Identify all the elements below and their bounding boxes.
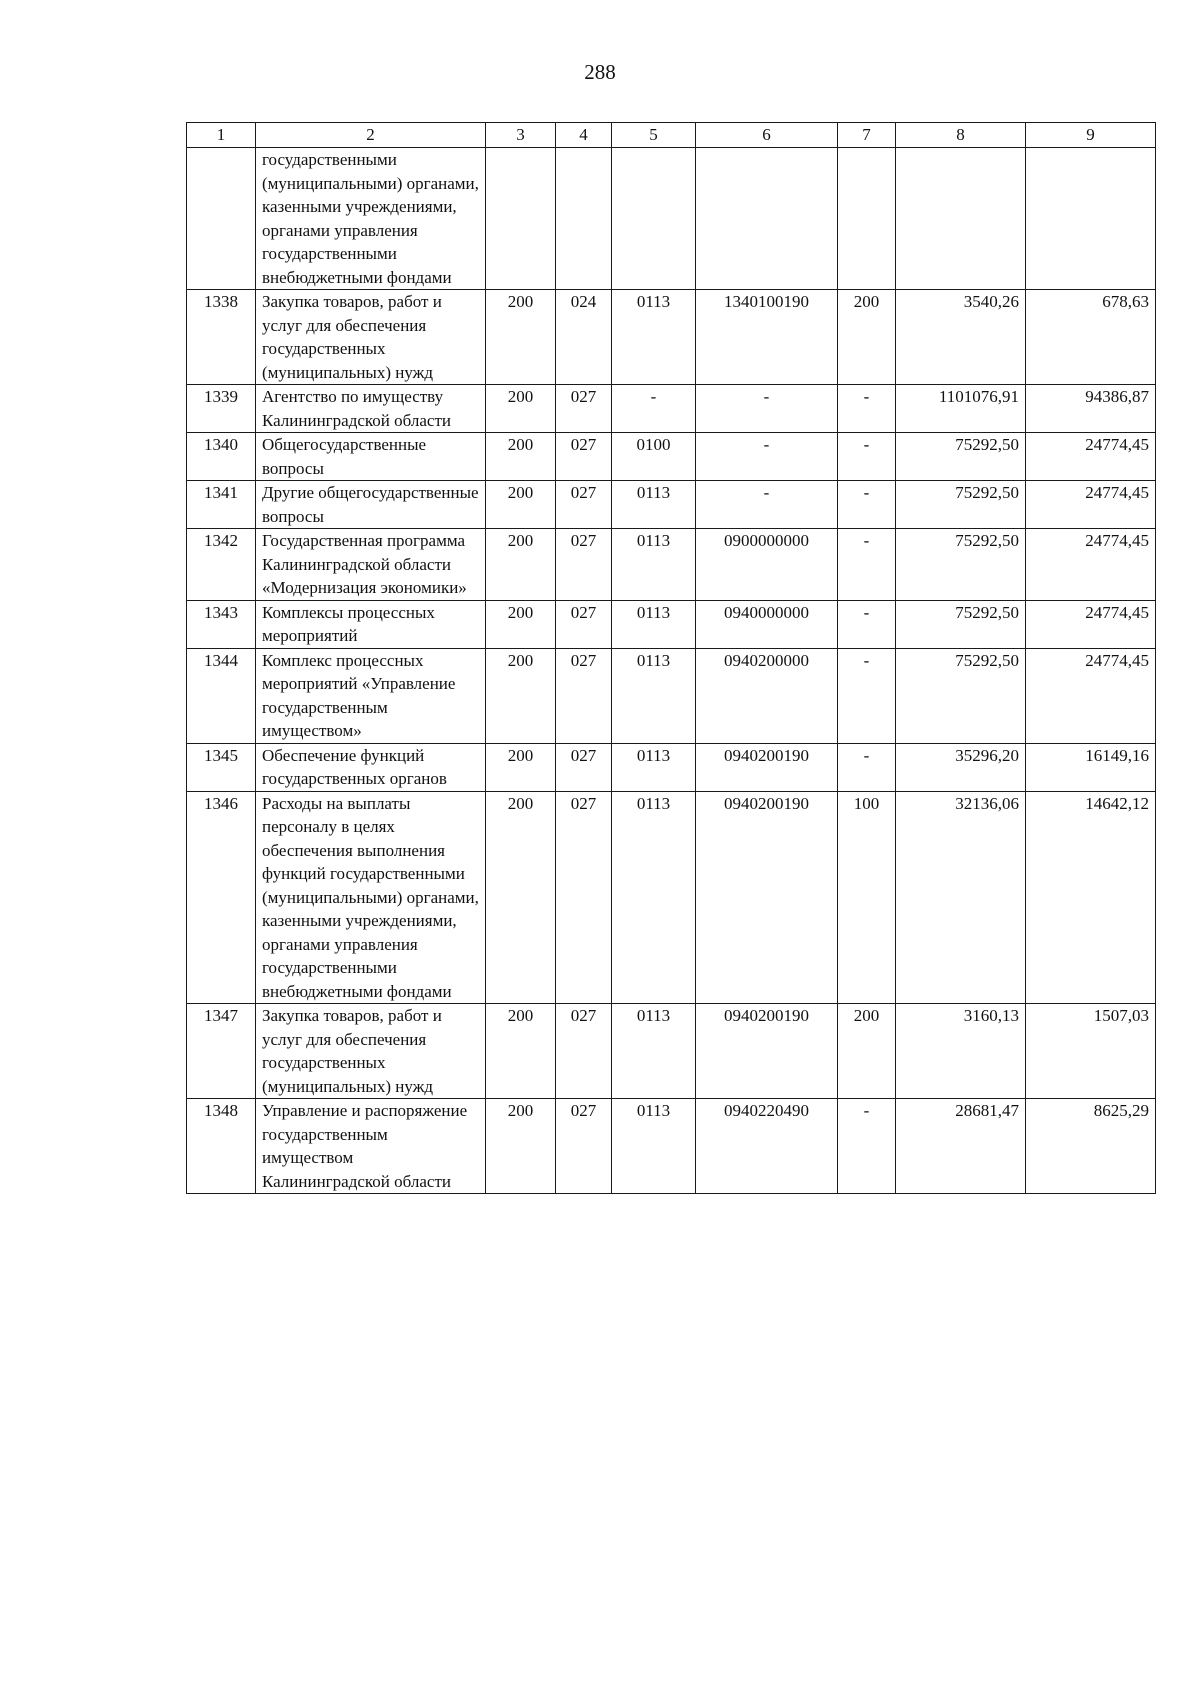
table-row (187, 529, 1156, 601)
cell-col4: 027 (556, 385, 612, 433)
budget-table (186, 122, 1156, 1194)
page-number: 288 (584, 60, 616, 84)
cell-col8: 3160,13 (896, 1004, 1026, 1099)
cell-col9: 24774,45 (1026, 648, 1156, 743)
cell-col5: 0113 (612, 791, 696, 1004)
cell-col5 (612, 148, 696, 290)
row-name: Закупка товаров, работ и услуг для обеспечения государственных (муниципальных) нужд (256, 1004, 486, 1099)
table-row (187, 148, 1156, 290)
cell-col5: - (612, 385, 696, 433)
table-row (187, 1099, 1156, 1194)
cell-col9: 8625,29 (1026, 1099, 1156, 1194)
row-name: Расходы на выплаты персоналу в целях обеспечения выполнения функций государственными (муниципальными) органами, казенными учреждениями, органами управления государственными внебюджетными фондами (256, 791, 486, 1004)
cell-col6: 0900000000 (696, 529, 838, 601)
cell-col5: 0113 (612, 481, 696, 529)
row-number: 1345 (187, 743, 256, 791)
row-name: Обеспечение функций государственных органов (256, 743, 486, 791)
cell-col9: 14642,12 (1026, 791, 1156, 1004)
cell-col7: - (838, 743, 896, 791)
col-header: 5 (612, 123, 696, 148)
table-row (187, 648, 1156, 743)
row-name: государственными (муниципальными) органами, казенными учреждениями, органами управления государственными внебюджетными фондами (256, 148, 486, 290)
cell-col8: 75292,50 (896, 529, 1026, 601)
cell-col4: 027 (556, 648, 612, 743)
cell-col9: 24774,45 (1026, 481, 1156, 529)
cell-col5: 0113 (612, 529, 696, 601)
cell-col7: - (838, 600, 896, 648)
cell-col5: 0113 (612, 1099, 696, 1194)
cell-col3: 200 (486, 743, 556, 791)
cell-col4: 027 (556, 1099, 612, 1194)
cell-col5: 0113 (612, 290, 696, 385)
cell-col7 (838, 148, 896, 290)
cell-col5: 0113 (612, 600, 696, 648)
cell-col7: - (838, 385, 896, 433)
cell-col6: 0940200190 (696, 791, 838, 1004)
row-number: 1340 (187, 433, 256, 481)
cell-col5: 0100 (612, 433, 696, 481)
cell-col3 (486, 148, 556, 290)
cell-col9: 16149,16 (1026, 743, 1156, 791)
table-row (187, 433, 1156, 481)
cell-col4: 027 (556, 1004, 612, 1099)
cell-col9 (1026, 148, 1156, 290)
cell-col9: 94386,87 (1026, 385, 1156, 433)
cell-col4: 027 (556, 600, 612, 648)
cell-col6: 0940200000 (696, 648, 838, 743)
row-number: 1339 (187, 385, 256, 433)
cell-col4: 027 (556, 743, 612, 791)
col-header: 6 (696, 123, 838, 148)
cell-col8: 75292,50 (896, 600, 1026, 648)
cell-col7: - (838, 481, 896, 529)
cell-col7: 100 (838, 791, 896, 1004)
row-number: 1341 (187, 481, 256, 529)
cell-col6: - (696, 481, 838, 529)
cell-col9: 24774,45 (1026, 433, 1156, 481)
cell-col6: 0940220490 (696, 1099, 838, 1194)
row-number: 1342 (187, 529, 256, 601)
cell-col5: 0113 (612, 743, 696, 791)
cell-col8: 28681,47 (896, 1099, 1026, 1194)
cell-col3: 200 (486, 1099, 556, 1194)
row-name: Общегосударственные вопросы (256, 433, 486, 481)
cell-col5: 0113 (612, 648, 696, 743)
cell-col7: - (838, 1099, 896, 1194)
cell-col7: - (838, 529, 896, 601)
row-number: 1338 (187, 290, 256, 385)
row-name: Агентство по имуществу Калининградской области (256, 385, 486, 433)
cell-col8: 3540,26 (896, 290, 1026, 385)
cell-col6: 0940200190 (696, 743, 838, 791)
cell-col8 (896, 148, 1026, 290)
cell-col4 (556, 148, 612, 290)
cell-col3: 200 (486, 481, 556, 529)
row-number (187, 148, 256, 290)
cell-col4: 027 (556, 529, 612, 601)
cell-col9: 1507,03 (1026, 1004, 1156, 1099)
row-name: Другие общегосударственные вопросы (256, 481, 486, 529)
cell-col5: 0113 (612, 1004, 696, 1099)
row-number: 1347 (187, 1004, 256, 1099)
row-name: Комплекс процессных мероприятий «Управление государственным имуществом» (256, 648, 486, 743)
cell-col4: 027 (556, 481, 612, 529)
col-header: 4 (556, 123, 612, 148)
col-header: 9 (1026, 123, 1156, 148)
cell-col3: 200 (486, 385, 556, 433)
cell-col6: 1340100190 (696, 290, 838, 385)
cell-col6 (696, 148, 838, 290)
row-number: 1348 (187, 1099, 256, 1194)
cell-col3: 200 (486, 433, 556, 481)
row-number: 1346 (187, 791, 256, 1004)
cell-col6: 0940000000 (696, 600, 838, 648)
col-header: 1 (187, 123, 256, 148)
col-header: 7 (838, 123, 896, 148)
row-number: 1343 (187, 600, 256, 648)
cell-col8: 75292,50 (896, 648, 1026, 743)
cell-col9: 24774,45 (1026, 600, 1156, 648)
cell-col7: 200 (838, 1004, 896, 1099)
cell-col7: - (838, 433, 896, 481)
table-row (187, 600, 1156, 648)
row-name: Закупка товаров, работ и услуг для обеспечения государственных (муниципальных) нужд (256, 290, 486, 385)
table-row (187, 1004, 1156, 1099)
cell-col7: 200 (838, 290, 896, 385)
cell-col9: 678,63 (1026, 290, 1156, 385)
table-row (187, 791, 1156, 1004)
cell-col3: 200 (486, 600, 556, 648)
header-row (187, 123, 1156, 148)
row-name: Государственная программа Калининградской области «Модернизация экономики» (256, 529, 486, 601)
row-name: Управление и распоряжение государственным имуществом Калининградской области (256, 1099, 486, 1194)
cell-col6: - (696, 433, 838, 481)
cell-col3: 200 (486, 791, 556, 1004)
cell-col6: 0940200190 (696, 1004, 838, 1099)
col-header: 3 (486, 123, 556, 148)
row-number: 1344 (187, 648, 256, 743)
row-name: Комплексы процессных мероприятий (256, 600, 486, 648)
cell-col3: 200 (486, 290, 556, 385)
cell-col3: 200 (486, 648, 556, 743)
col-header: 8 (896, 123, 1026, 148)
cell-col7: - (838, 648, 896, 743)
cell-col8: 75292,50 (896, 433, 1026, 481)
cell-col9: 24774,45 (1026, 529, 1156, 601)
cell-col3: 200 (486, 529, 556, 601)
table-row (187, 290, 1156, 385)
table-row (187, 385, 1156, 433)
cell-col6: - (696, 385, 838, 433)
cell-col8: 1101076,91 (896, 385, 1026, 433)
cell-col3: 200 (486, 1004, 556, 1099)
col-header: 2 (256, 123, 486, 148)
table-row (187, 481, 1156, 529)
cell-col8: 35296,20 (896, 743, 1026, 791)
cell-col8: 32136,06 (896, 791, 1026, 1004)
table-row (187, 743, 1156, 791)
cell-col4: 027 (556, 433, 612, 481)
cell-col4: 024 (556, 290, 612, 385)
cell-col8: 75292,50 (896, 481, 1026, 529)
cell-col4: 027 (556, 791, 612, 1004)
